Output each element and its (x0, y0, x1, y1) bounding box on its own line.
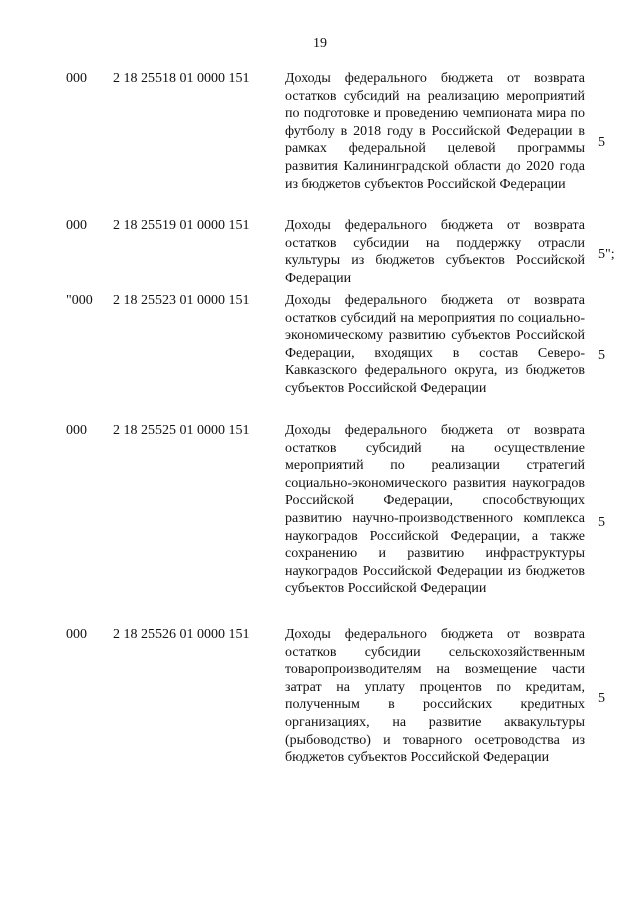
income-name-cell: Доходы федерального бюджета от возврата остатков субсидий на реализацию мероприятий по подготовке и проведению чемпионата мира по футболу в 2018 году в Российской Федерации в рамках федеральной целевой программы развития Калининградской области до 2020 года из бюджетов субъектов Российской Федерации (285, 71, 585, 192)
norm-cell: 5 (598, 135, 605, 150)
income-name-cell: Доходы федерального бюджета от возврата остатков субсидий на осуществление мероприятий по реализации стратегий социально-экономического развития наукоградов Российской Федерации, способствующих развитию научно-производственного комплекса наукоградов Российской Федерации, а также сохранению и развитию инфраструктуры наукоградов Российской Федерации из бюджетов субъектов Российской Федерации (285, 423, 585, 597)
admin-code-cell: 000 (66, 627, 87, 642)
income-name-cell: Доходы федерального бюджета от возврата остатков субсидии на поддержку отрасли культуры из бюджетов субъектов Российской Федерации (285, 218, 585, 286)
budget-code-cell: 2 18 25523 01 0000 151 (113, 293, 250, 308)
budget-code-cell: 2 18 25525 01 0000 151 (113, 423, 250, 438)
income-name-cell: Доходы федерального бюджета от возврата остатков субсидий на мероприятия по социально-экономическому развитию субъектов Российской Федерации, входящих в состав Северо-Кавказского федерального округа, из бюджетов субъектов Российской Федерации (285, 293, 585, 396)
admin-code-cell: "000 (66, 293, 93, 308)
budget-code-cell: 2 18 25518 01 0000 151 (113, 71, 250, 86)
norm-cell: 5 (598, 515, 605, 530)
norm-cell: 5 (598, 691, 605, 706)
page-number: 19 (313, 36, 327, 51)
norm-cell: 5"; (598, 247, 615, 262)
budget-code-cell: 2 18 25526 01 0000 151 (113, 627, 250, 642)
admin-code-cell: 000 (66, 218, 87, 233)
admin-code-cell: 000 (66, 423, 87, 438)
budget-code-cell: 2 18 25519 01 0000 151 (113, 218, 250, 233)
norm-cell: 5 (598, 348, 605, 363)
admin-code-cell: 000 (66, 71, 87, 86)
income-name-cell: Доходы федерального бюджета от возврата остатков субсидии сельскохозяйственным товаропроизводителям на возмещение части затрат на уплату процентов по кредитам, полученным в российских кредитных организациях, на развитие аквакультуры (рыбоводство) и товарного осетроводства из бюджетов субъектов Российской Федерации (285, 627, 585, 766)
